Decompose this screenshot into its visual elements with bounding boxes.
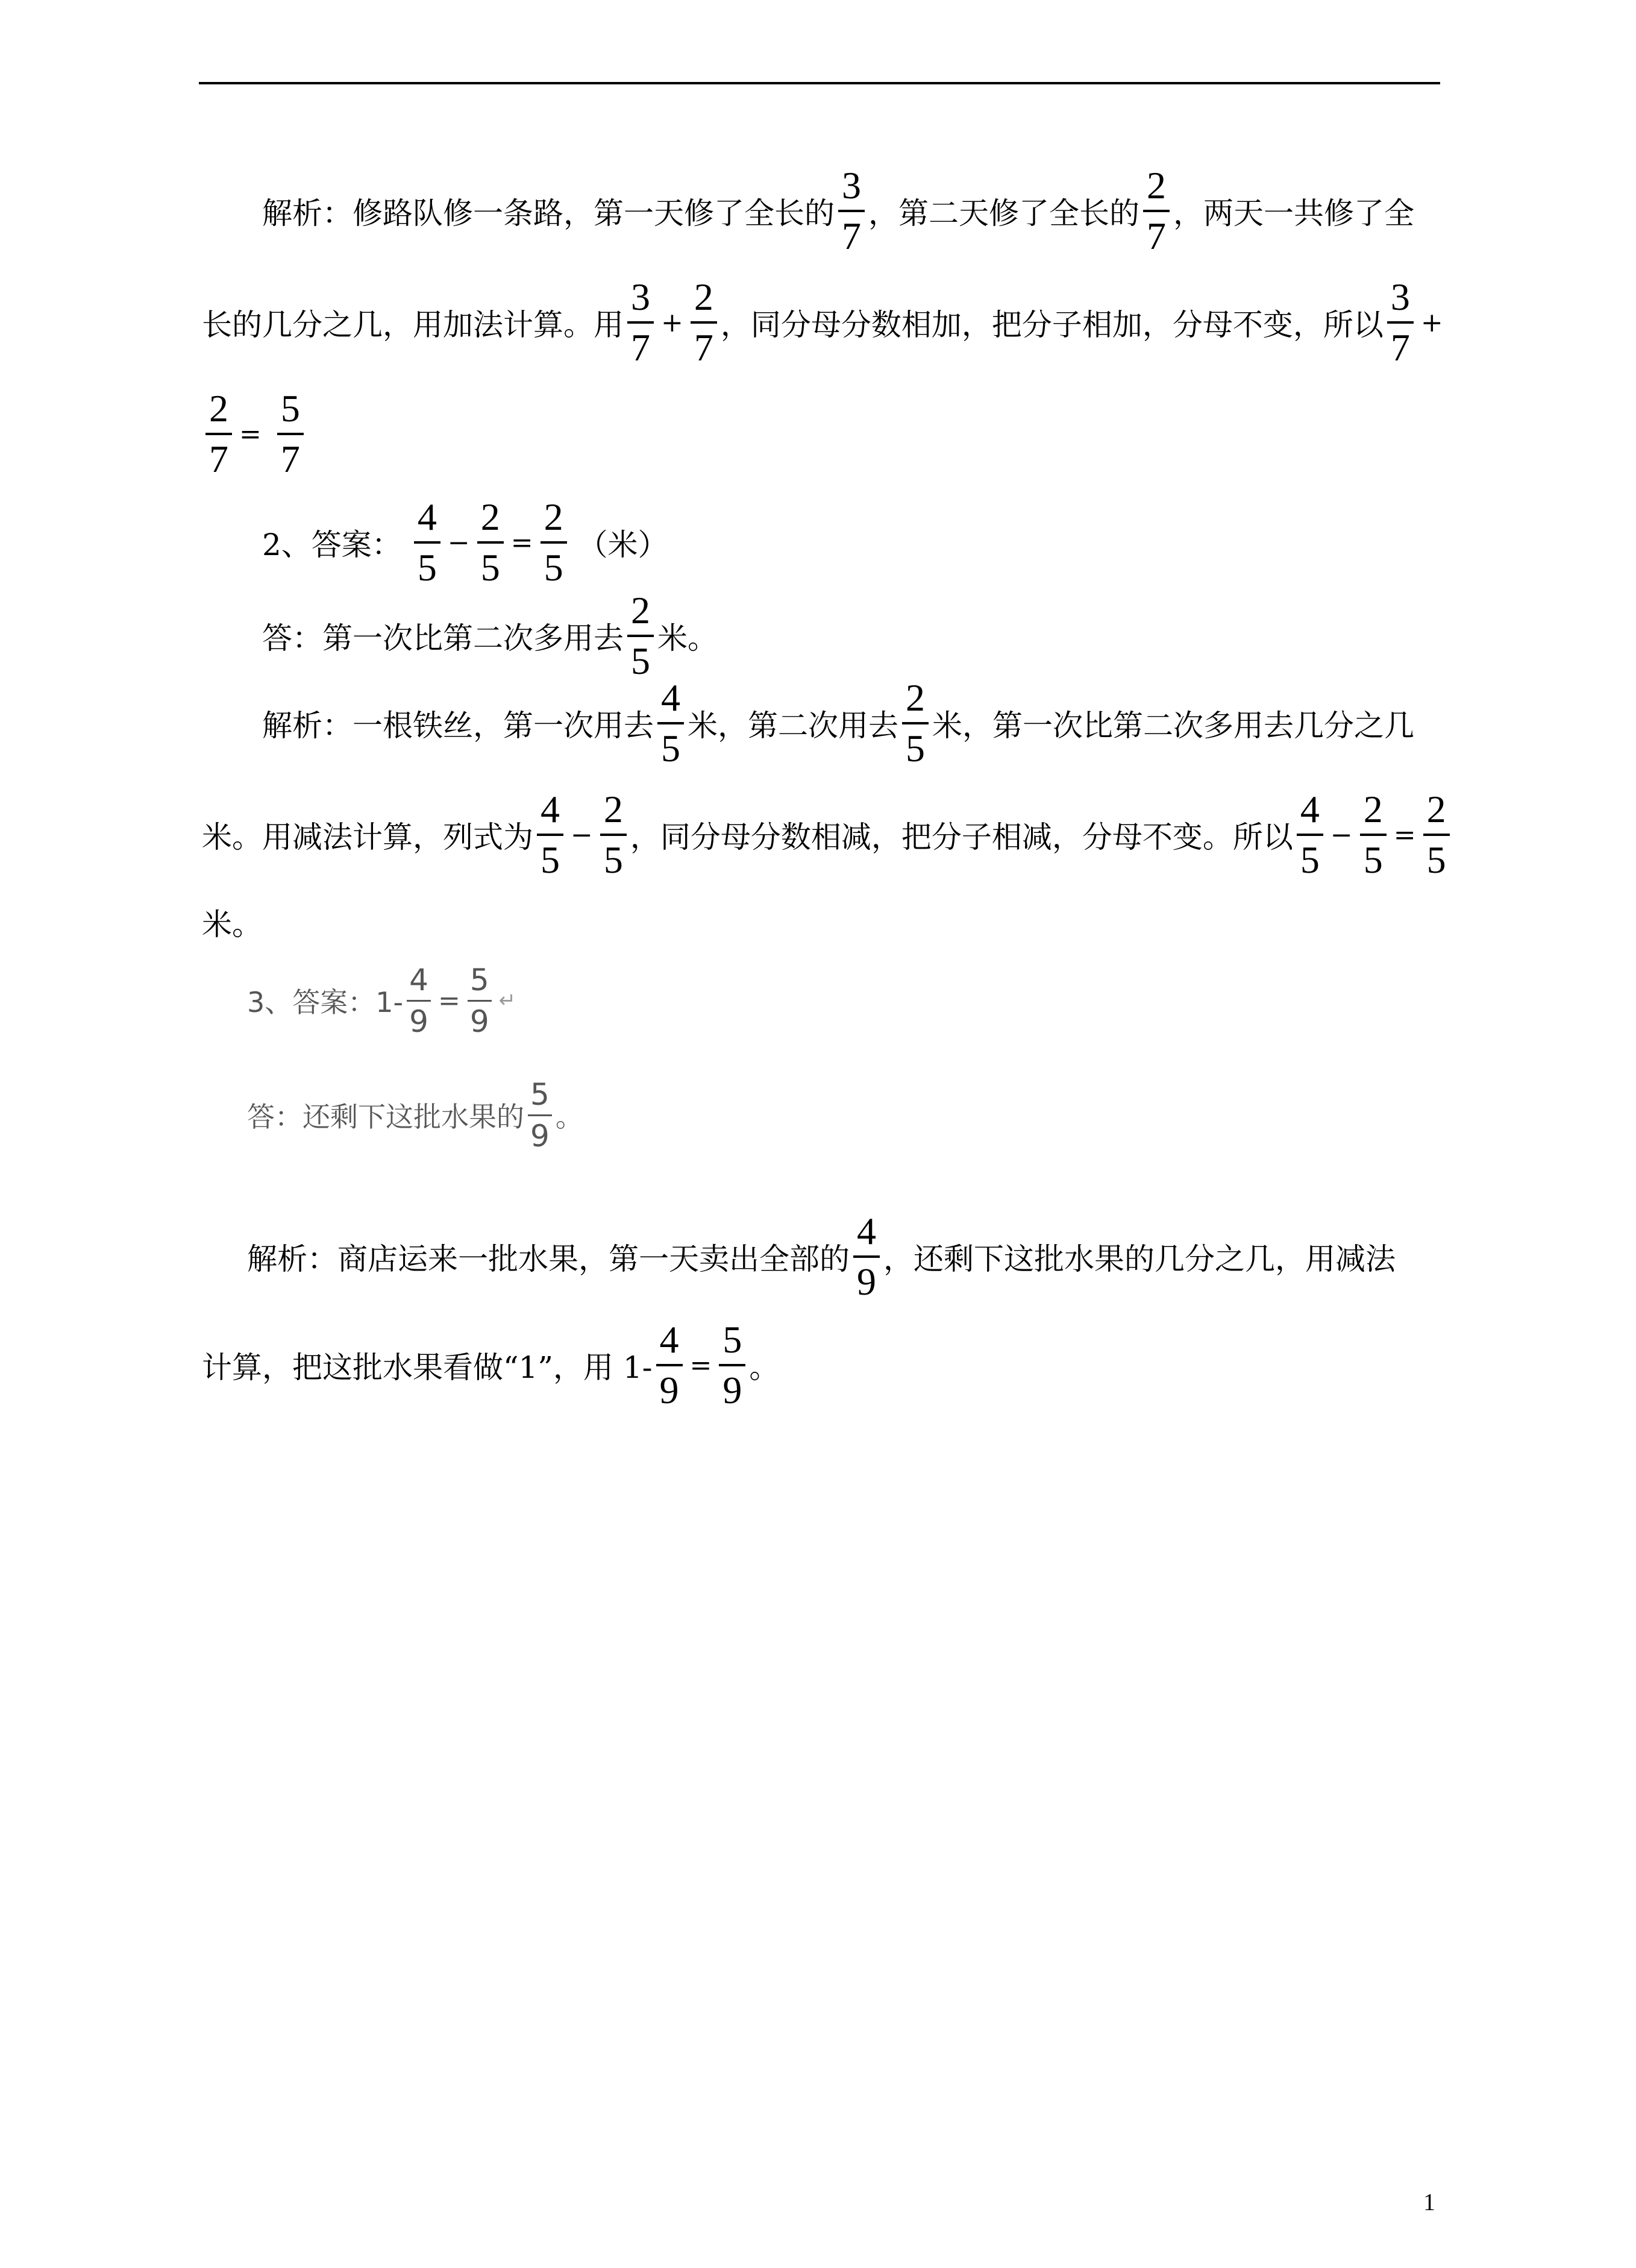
page-number: 1 <box>1423 2188 1435 2216</box>
plus-sign: + <box>661 307 683 338</box>
answer-3 <box>247 940 516 1061</box>
text: ，还剩下这批水果的几分之几，用减法 <box>883 1242 1396 1277</box>
text: ，同分母分数相加，把分子相加，分母不变，所以 <box>720 307 1384 342</box>
text: 米。用减法计算，列式为 <box>202 820 533 855</box>
fraction: $\frac{4}{5}$ <box>657 679 684 768</box>
fraction: $\frac{5}{9}$ <box>528 1079 552 1151</box>
text: 解析：修路队修一条路，第一天修了全长的 <box>262 196 835 231</box>
fraction: $\frac{2}{7}$ <box>205 389 232 479</box>
text: 计算，把这批水果看做“1”，用 1- <box>202 1350 653 1385</box>
text: 米，第一次比第二次多用去几分之几 <box>932 708 1414 743</box>
fraction: $\frac{4}{5}$ <box>414 498 440 587</box>
fraction: $\frac{2}{7}$ <box>1143 166 1170 256</box>
text: 解析：一根铁丝，第一次用去 <box>262 708 654 743</box>
equals-sign: = <box>239 418 262 450</box>
fraction: $\frac{2}{5}$ <box>541 498 567 587</box>
text: ，同分母分数相减，把分子相减，分母不变。所以 <box>630 820 1293 855</box>
fraction: $\frac{2}{5}$ <box>477 498 504 587</box>
minus-sign: − <box>571 819 593 850</box>
text: 答：还剩下这批水果的 <box>247 1101 524 1133</box>
text: ，两天一共修了全 <box>1173 196 1414 231</box>
minus-sign: − <box>1330 819 1353 850</box>
analysis-3-line-1 <box>247 1196 1396 1317</box>
text: 3、答案：1- <box>247 986 404 1019</box>
fraction: $\frac{4}{9}$ <box>407 965 431 1037</box>
plus-sign: + <box>1420 307 1443 338</box>
fraction: $\frac{3}{7}$ <box>1387 278 1414 367</box>
equals-sign: = <box>1393 819 1416 850</box>
fraction: $\frac{3}{7}$ <box>838 166 865 256</box>
equals-sign: = <box>689 1349 712 1381</box>
fraction: $\frac{4}{5}$ <box>537 790 563 879</box>
fraction: $\frac{3}{7}$ <box>627 278 654 367</box>
header-rule <box>199 82 1440 84</box>
reply-3 <box>247 1055 583 1175</box>
analysis-1-line-2 <box>202 262 1447 383</box>
fraction: $\frac{5}{9}$ <box>468 965 492 1037</box>
fraction: $\frac{2}{7}$ <box>691 278 717 367</box>
text: 米。 <box>657 621 718 656</box>
fraction: $\frac{2}{5}$ <box>1423 790 1450 879</box>
analysis-3-line-2 <box>202 1305 779 1425</box>
fraction: $\frac{2}{5}$ <box>627 591 654 680</box>
fraction: $\frac{2}{5}$ <box>902 679 929 768</box>
fraction: $\frac{4}{9}$ <box>853 1212 880 1301</box>
text: （米） <box>577 527 668 562</box>
text: 。 <box>555 1101 583 1133</box>
return-mark: ↵ <box>498 988 516 1013</box>
analysis-2-line-1 <box>262 663 1414 784</box>
fraction: $\frac{5}{9}$ <box>719 1321 745 1410</box>
minus-sign: − <box>447 527 470 558</box>
fraction: $\frac{5}{7}$ <box>277 389 304 479</box>
text: 米。 <box>202 907 262 942</box>
equals-sign: = <box>510 527 533 558</box>
analysis-1-line-3 <box>202 374 307 494</box>
analysis-1-line-1 <box>262 151 1414 271</box>
fraction: $\frac{2}{5}$ <box>600 790 627 879</box>
text: 。 <box>749 1350 780 1385</box>
text: 2、答案： <box>262 527 402 562</box>
fraction: $\frac{4}{9}$ <box>656 1321 683 1410</box>
text: 答：第一次比第二次多用去 <box>262 621 624 656</box>
text: 解析：商店运来一批水果，第一天卖出全部的 <box>247 1242 850 1277</box>
analysis-2-line-2 <box>202 774 1453 895</box>
text: ，第二天修了全长的 <box>868 196 1139 231</box>
text: 长的几分之几，用加法计算。用 <box>202 307 624 342</box>
fraction: $\frac{2}{5}$ <box>1360 790 1387 879</box>
text: 米，第二次用去 <box>688 708 898 743</box>
fraction: $\frac{4}{5}$ <box>1297 790 1323 879</box>
equals-sign: = <box>437 985 460 1016</box>
